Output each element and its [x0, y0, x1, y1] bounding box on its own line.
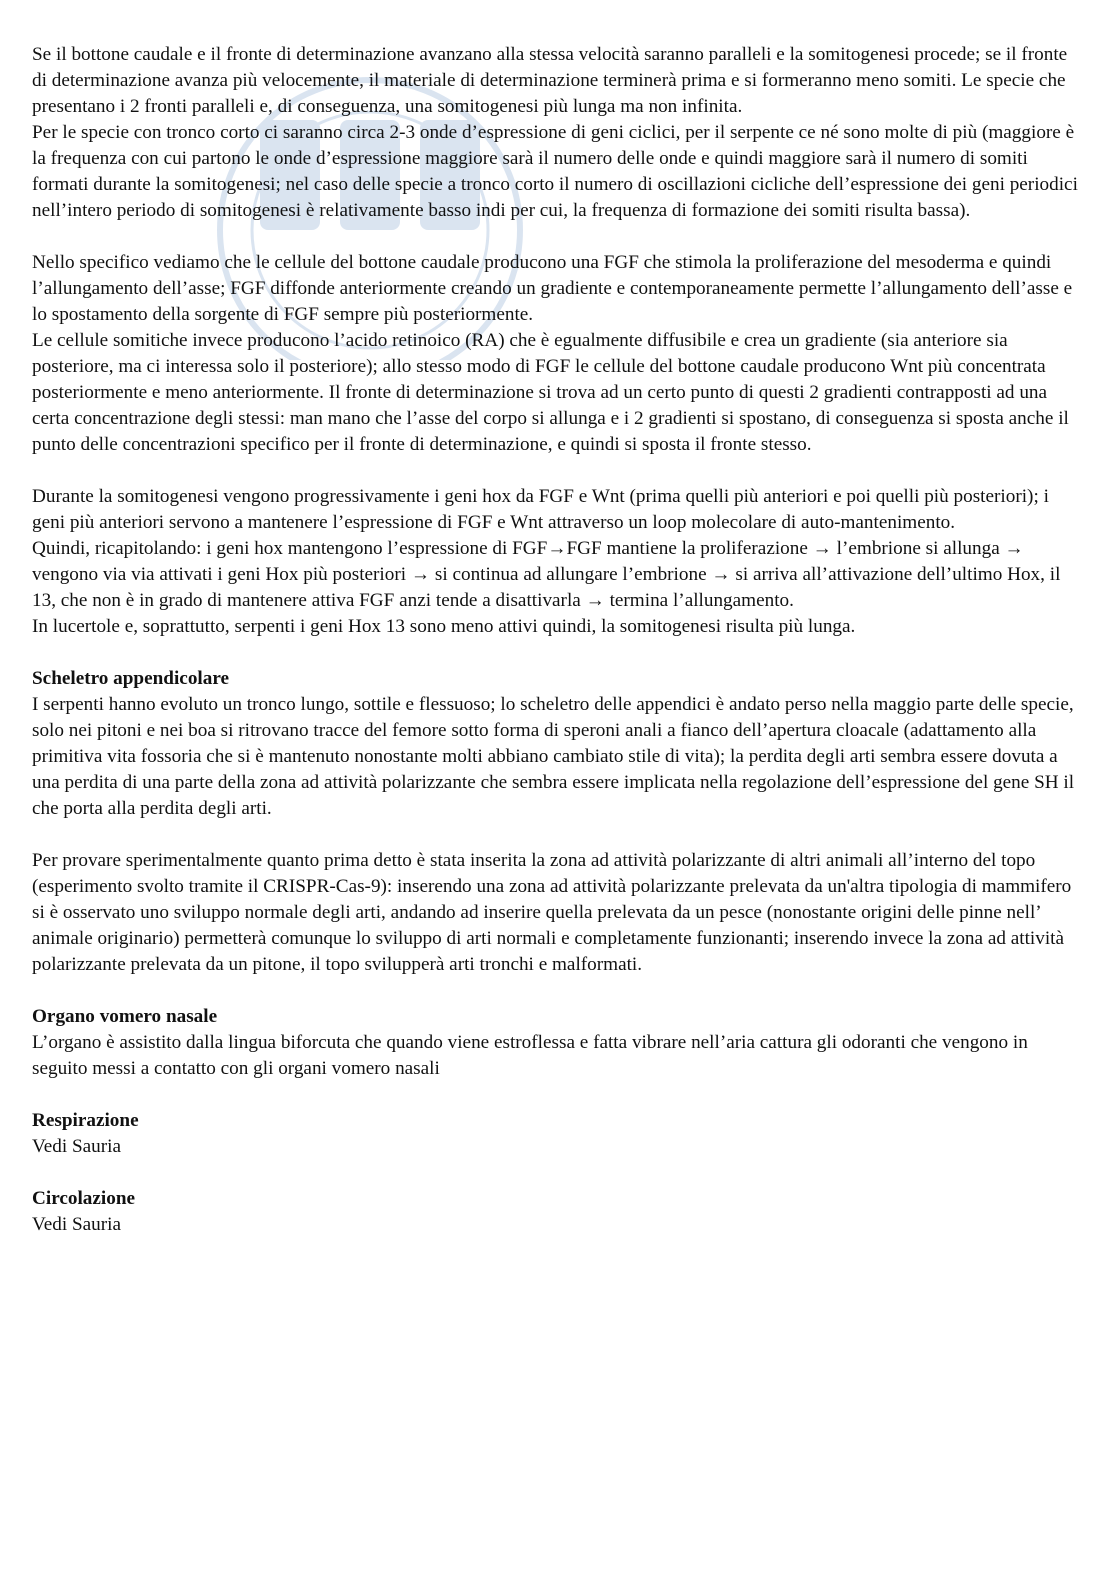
paragraph: I serpenti hanno evoluto un tronco lungo, sottile e flessuoso; lo scheletro delle appendici è andato perso nella maggio parte delle specie, solo nei pitoni e nei boa si ritrovano tracce del femore sotto forma di speroni anali a fianco dell’apertura cloacale (adattamento alla primitiva vita fossoria che si è mantenuto nonostante molti abbiano cambiato stile di vita); la perdita degli arti sembra essere dovuta a una perdita di una parte della zona ad attività polarizzante che sembra essere implicata nella regolazione dell’espressione del gene SH il che porta alla perdita degli arti.	[32, 694, 1075, 819]
paragraph: Vedi Sauria	[32, 1136, 121, 1157]
paragraph: Vedi Sauria	[32, 1214, 121, 1235]
section-heading-respirazione: Respirazione	[32, 1110, 139, 1131]
paragraph-gap	[32, 224, 1084, 250]
section-heading-scheletro: Scheletro appendicolare	[32, 668, 230, 689]
paragraph-gap	[32, 978, 1084, 1004]
paragraph: Se il bottone caudale e il fronte di determinazione avanzano alla stessa velocità saranno paralleli e la somitogenesi procede; se il fronte di determinazione avanza più velocemente, il materiale di determinazione terminerà prima e si formeranno meno somiti. Le specie che presentano i 2 fronti paralleli e, di conseguenza, una somitogenesi più lunga ma non infinita.	[32, 44, 1068, 117]
paragraph: Quindi, ricapitolando: i geni hox mantengono l’espressione di FGF→FGF mantiene la proliferazione → l’embrione si allunga → vengono via via attivati i geni Hox più posteriori → si continua ad allungare l’embrione → si arriva all’attivazione dell’ultimo Hox, il 13, che non è in grado di mantenere attiva FGF anzi tende a disattivarla → termina l’allungamento.	[32, 538, 1061, 611]
paragraph: L’organo è assistito dalla lingua biforcuta che quando viene estroflessa e fatta vibrare nell’aria cattura gli odoranti che vengono in seguito messi a contatto con gli organi vomero nasali	[32, 1032, 1028, 1079]
paragraph-gap	[32, 1082, 1084, 1108]
paragraph: Nello specifico vediamo che le cellule del bottone caudale producono una FGF che stimola la proliferazione del mesoderma e quindi l’allungamento dell’asse; FGF diffonde anteriormente creando un gradiente e contemporaneamente permette l’allungamento dell’asse e lo spostamento della sorgente di FGF sempre più posteriormente.	[32, 252, 1073, 325]
paragraph: Durante la somitogenesi vengono progressivamente i geni hox da FGF e Wnt (prima quelli più anteriori e poi quelli più posteriori); i geni più anteriori servono a mantenere l’espressione di FGF e Wnt attraverso un loop molecolare di auto-mantenimento.	[32, 486, 1049, 533]
paragraph: In lucertole e, soprattutto, serpenti i geni Hox 13 sono meno attivi quindi, la somitogenesi risulta più lunga.	[32, 616, 856, 637]
paragraph-gap	[32, 458, 1084, 484]
paragraph-gap	[32, 640, 1084, 666]
section-heading-vomero: Organo vomero nasale	[32, 1006, 218, 1027]
document-page	[32, 42, 1084, 1238]
paragraph: Per provare sperimentalmente quanto prima detto è stata inserita la zona ad attività polarizzante di altri animali all’interno del topo (esperimento svolto tramite il CRISPR-Cas-9): inserendo una zona ad attività polarizzante prelevata da un'altra tipologia di mammifero si è osservato uno sviluppo normale degli arti, andando ad inserire quella prelevata da un pesce (nonostante origini delle pinne nell’ animale originario) permetterà comunque lo sviluppo di arti normali e completamente funzionanti; inserendo invece la zona ad attività polarizzante prelevata da un pitone, il topo svilupperà arti tronchi e malformati.	[32, 850, 1072, 975]
paragraph-gap	[32, 1160, 1084, 1186]
paragraph-gap	[32, 822, 1084, 848]
paragraph: Le cellule somitiche invece producono l’acido retinoico (RA) che è egualmente diffusibile e crea un gradiente (sia anteriore sia posteriore, ma ci interessa solo il posteriore); allo stesso modo di FGF le cellule del bottone caudale producono Wnt più concentrata posteriormente e meno anteriormente. Il fronte di determinazione si trova ad un certo punto di questi 2 gradienti contrapposti ad una certa concentrazione degli stessi: man mano che l’asse del corpo si allunga e i 2 gradienti si spostano, di conseguenza si sposta anche il punto delle concentrazioni specifico per il fronte di determinazione, e quindi si sposta il fronte stesso.	[32, 330, 1069, 455]
paragraph: Per le specie con tronco corto ci saranno circa 2-3 onde d’espressione di geni ciclici, per il serpente ce né sono molte di più (maggiore è la frequenza con cui partono le onde d’espressione maggiore sarà il numero delle onde e quindi maggiore sarà il numero di somiti formati durante la somitogenesi; nel caso delle specie a tronco corto il numero di oscillazioni cicliche dell’espressione dei geni periodici nell’intero periodo di somitogenesi è relativamente basso indi per cui, la frequenza di formazione dei somiti risulta bassa).	[32, 122, 1078, 221]
section-heading-circolazione: Circolazione	[32, 1188, 136, 1209]
